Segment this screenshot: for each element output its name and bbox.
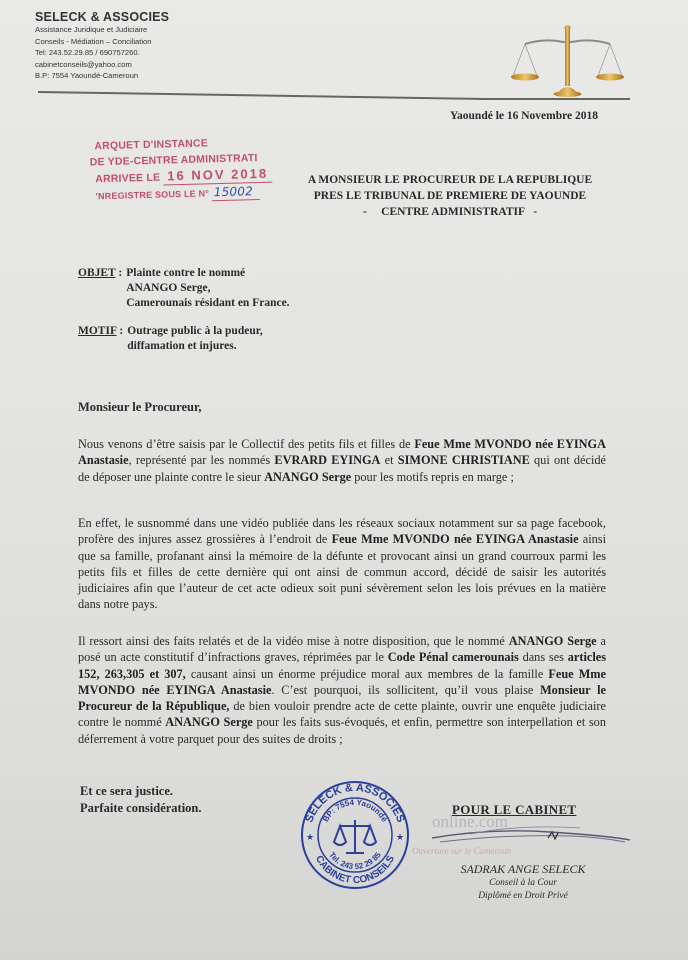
- motif-row: [78, 324, 290, 354]
- letterhead-address: B.P: 7554 Yaoundé-Cameroun: [35, 71, 139, 80]
- paragraph-text: . C’est pourquoi, ils sollicitent, qu’il vous plaise: [271, 682, 541, 697]
- emphasized-text: ANANGO Serge: [165, 715, 253, 730]
- body-paragraph-2: [78, 515, 606, 613]
- stamp-arrival-date: 16 NOV 2018: [163, 166, 272, 186]
- seal-inner-top: BP: 7554 Yaoundé: [320, 797, 390, 824]
- paragraph-text: dans ses: [518, 650, 568, 665]
- paragraph-text: causant ainsi un énorme préjudice moral aux membres de la famille: [185, 666, 549, 681]
- addressee-block: [290, 172, 610, 220]
- closing-line: Parfaite considération.: [80, 801, 202, 815]
- seal-scales-icon: [334, 820, 376, 853]
- paragraph-text: pour les motifs repris en marge ;: [351, 469, 514, 484]
- closing-line: Et ce sera justice.: [80, 784, 174, 798]
- firm-name: SELECK & ASSOCIES: [35, 10, 170, 24]
- subject-block: [78, 266, 290, 354]
- emphasized-text: SIMONE CHRISTIANE: [397, 453, 530, 468]
- emphasized-text: EVRARD EYINGA: [274, 453, 381, 468]
- letterhead-line: Assistance Juridique et Judiciaire: [35, 25, 148, 34]
- signer-block: [448, 862, 598, 903]
- motif-label: MOTIF: [78, 325, 117, 337]
- letterhead-phone: Tel: 243.52.29.85 / 690757260.: [35, 48, 140, 57]
- paragraph-text: de bien vouloir prendre acte de cette plainte, ouvrir une enquête judiciaire contre le nommé: [78, 699, 606, 730]
- paragraph-text: , représenté par les nommés: [128, 453, 275, 468]
- motif-line: Outrage public à la pudeur,: [127, 325, 263, 337]
- paragraph-text: pour les faits sus-évoqués, et enfin, permettre son interpellation et son déferrement à votre parquet pour des suites de droits ;: [78, 715, 606, 746]
- addressee-line: PRES LE TRIBUNAL DE PREMIERE DE YAOUNDE: [313, 190, 587, 202]
- stamp-register-label: 'NREGISTRE SOUS LE N°: [95, 188, 210, 202]
- watermark-tagline: Ouverture sur le Cameroun: [412, 846, 512, 856]
- scales-of-justice-icon: [505, 14, 630, 98]
- paragraph-text: En effet, le susnommé dans une vidéo publiée dans les réseaux sociaux notamment sur sa page facebook, profère des injures assez grossières à l’endroit de: [78, 516, 606, 547]
- reception-stamp: [89, 134, 273, 205]
- emphasized-text: Feue Mme MVONDO née EYINGA Anastasie: [78, 666, 606, 697]
- handwritten-signature: [430, 820, 635, 850]
- emphasized-text: Monsieur le Procureur de la République,: [78, 682, 606, 714]
- paragraph-text: Nous venons d’être saisis par le Collectif des petits fils et filles de: [78, 437, 415, 451]
- seal-star-icon: ★: [306, 832, 315, 842]
- letterhead: [35, 10, 169, 82]
- emphasized-text: ANANGO Serge: [508, 634, 597, 648]
- objet-line: ANANGO Serge,: [126, 282, 211, 294]
- seal-top-text: SELECK & ASSOCIES: [303, 781, 407, 825]
- emphasized-text: articles 152, 263,305 et 307,: [78, 650, 606, 681]
- objet-separator: :: [115, 267, 123, 279]
- body-paragraph-1: [78, 436, 606, 485]
- watermark-domain: online.com: [432, 812, 509, 831]
- stamp-register-number: 15002: [212, 183, 260, 201]
- paragraph-text: a posé un acte constitutif d’infractions graves, réprimées par le: [78, 634, 606, 665]
- stamp-line-1: ARQUET D'INSTANCE: [94, 137, 209, 153]
- closing-block: [80, 783, 202, 817]
- objet-line: Camerounais résidant en France.: [126, 297, 290, 309]
- body-paragraph-3: [78, 633, 606, 747]
- emphasized-text: Feue Mme MVONDO née EYINGA Anastasie: [331, 532, 579, 547]
- objet-row: [78, 266, 290, 311]
- addressee-line: A MONSIEUR LE PROCUREUR DE LA REPUBLIQUE: [307, 174, 593, 186]
- letterhead-email: cabinetconseils@yahoo.com: [35, 59, 132, 69]
- addressee-line: - CENTRE ADMINISTRATIF -: [362, 206, 538, 218]
- seal-inner-bottom: Tel. 243 52 29 85: [327, 850, 383, 872]
- objet-line: Plainte contre le nommé: [126, 267, 246, 279]
- letterhead-line: Conseils - Médiation – Conciliation: [35, 36, 152, 46]
- header-divider-right: [480, 98, 630, 100]
- seal-bottom-text: CABINET CONSEILS: [313, 853, 397, 887]
- company-seal: [298, 778, 412, 890]
- paragraph-text: et: [380, 453, 398, 468]
- paragraph-text: qui ont décidé de déposer une plainte contre le sieur: [78, 453, 606, 484]
- signer-degree: Diplômé en Droit Privé: [478, 891, 568, 901]
- emphasized-text: ANANGO Serge: [264, 469, 352, 484]
- signer-name: SADRAK ANGE SELECK: [460, 862, 586, 876]
- objet-label: OBJET: [78, 267, 116, 279]
- seal-star-icon: ★: [396, 832, 405, 842]
- motif-line: diffamation et injures.: [127, 340, 237, 352]
- salutation: Monsieur le Procureur,: [78, 400, 202, 414]
- date-line: Yaoundé le 16 Novembre 2018: [450, 110, 599, 122]
- emphasized-text: Code Pénal camerounais: [387, 650, 519, 665]
- stamp-arrival-label: ARRIVEE LE: [95, 171, 161, 186]
- signer-title: Conseil à la Cour: [489, 878, 557, 888]
- paragraph-text: Il ressort ainsi des faits relatés et de la vidéo mise à notre disposition, que le nommé: [78, 634, 509, 648]
- paragraph-text: ainsi que sa famille, profanant ainsi la mémoire de la défunte et provocant ainsi un grand courroux parmi les petits fils et filles de cette dernière qui ont ainsi de commun accord, décidé de saisir les autorités judiciaires afin que l’auteur de cet acte odieux soit puni sévèrement selon les lois prévues en la matière dans notre pays.: [78, 532, 606, 612]
- stamp-line-2: DE YDE-CENTRE ADMINISTRATI: [89, 152, 258, 169]
- emphasized-text: Feue Mme MVONDO née EYINGA Anastasie: [78, 437, 606, 468]
- motif-separator: :: [116, 325, 124, 337]
- header-divider: [38, 91, 486, 100]
- signature-heading: POUR LE CABINET: [452, 802, 577, 817]
